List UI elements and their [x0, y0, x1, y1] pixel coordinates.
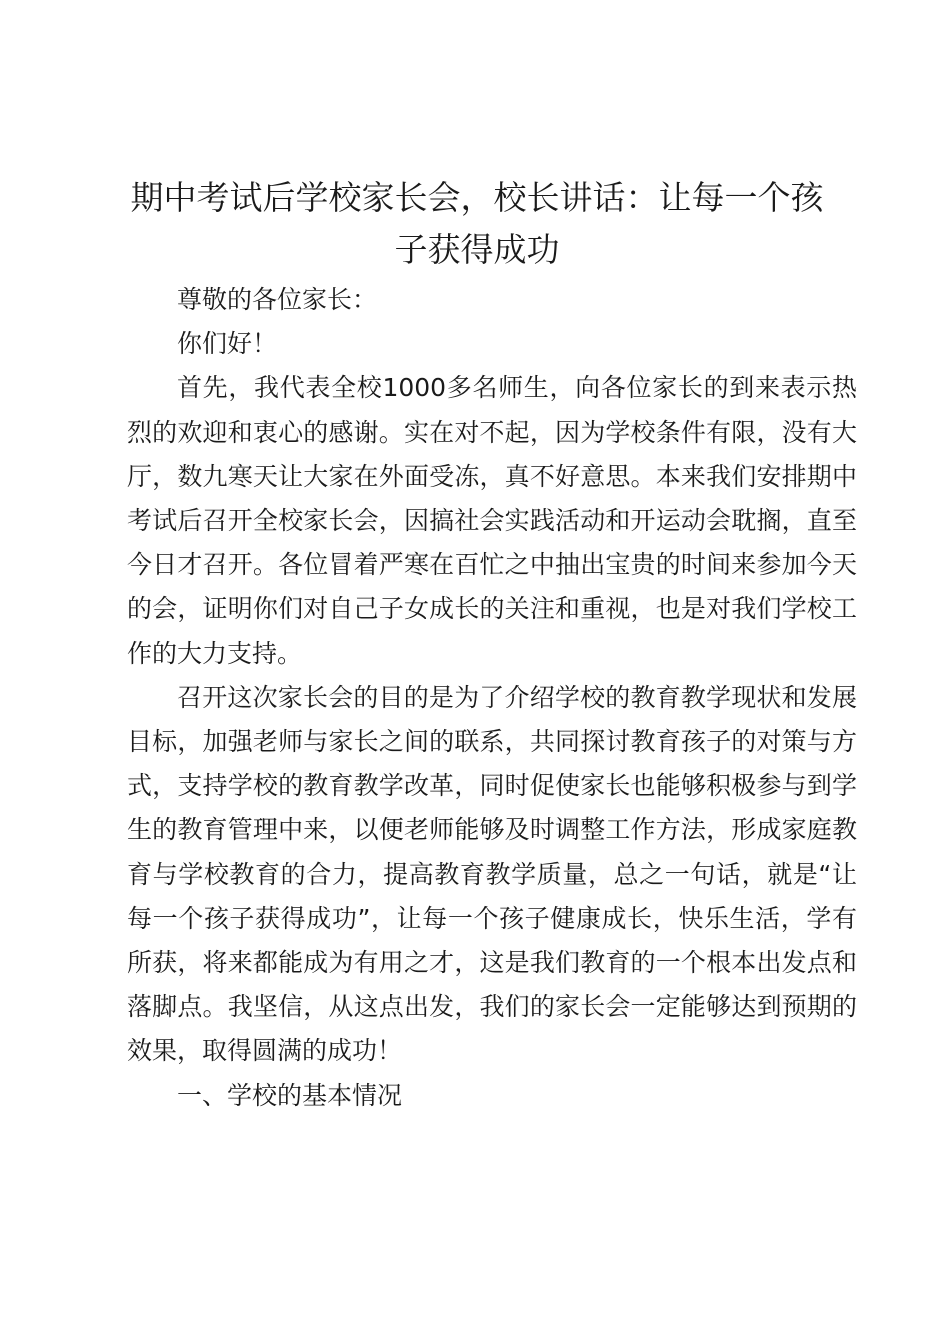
body-paragraph: 首先，我代表全校1000多名师生，向各位家长的到来表示热烈的欢迎和衷心的感谢。实在对不起，因为学校条件有限，没有大厅，数九寒天让大家在外面受冻，真不好意思。本来我们安排期中考试后召开全校家长会，因搞社会实践活动和开运动会耽搁，直至今日才召开。各位冒着严寒在百忙之中抽出宝贵的时间来参加今天的会，证明你们对自己子女成长的关注和重视，也是对我们学校工作的大力支持。	[127, 373, 857, 668]
document-body	[127, 278, 857, 1118]
body-paragraph: 召开这次家长会的目的是为了介绍学校的教育教学现状和发展目标，加强老师与家长之间的联系，共同探讨教育孩子的对策与方式，支持学校的教育教学改革，同时促使家长也能够积极参与到学生的教育管理中来，以便老师能够及时调整工作方法，形成家庭教育与学校教育的合力，提高教育教学质量，总之一句话，就是“让每一个孩子获得成功”，让每一个孩子健康成长，快乐生活，学有所获，将来都能成为有用之才，这是我们教育的一个根本出发点和落脚点。我坚信，从这点出发，我们的家长会一定能够达到预期的效果，取得圆满的成功！	[127, 682, 857, 1066]
greeting: 你们好！	[177, 329, 278, 359]
section-heading: 一、学校的基本情况	[177, 1080, 403, 1110]
salutation: 尊敬的各位家长：	[177, 285, 378, 314]
document-title: 期中考试后学校家长会，校长讲话：让每一个孩子获得成功	[130, 178, 824, 269]
